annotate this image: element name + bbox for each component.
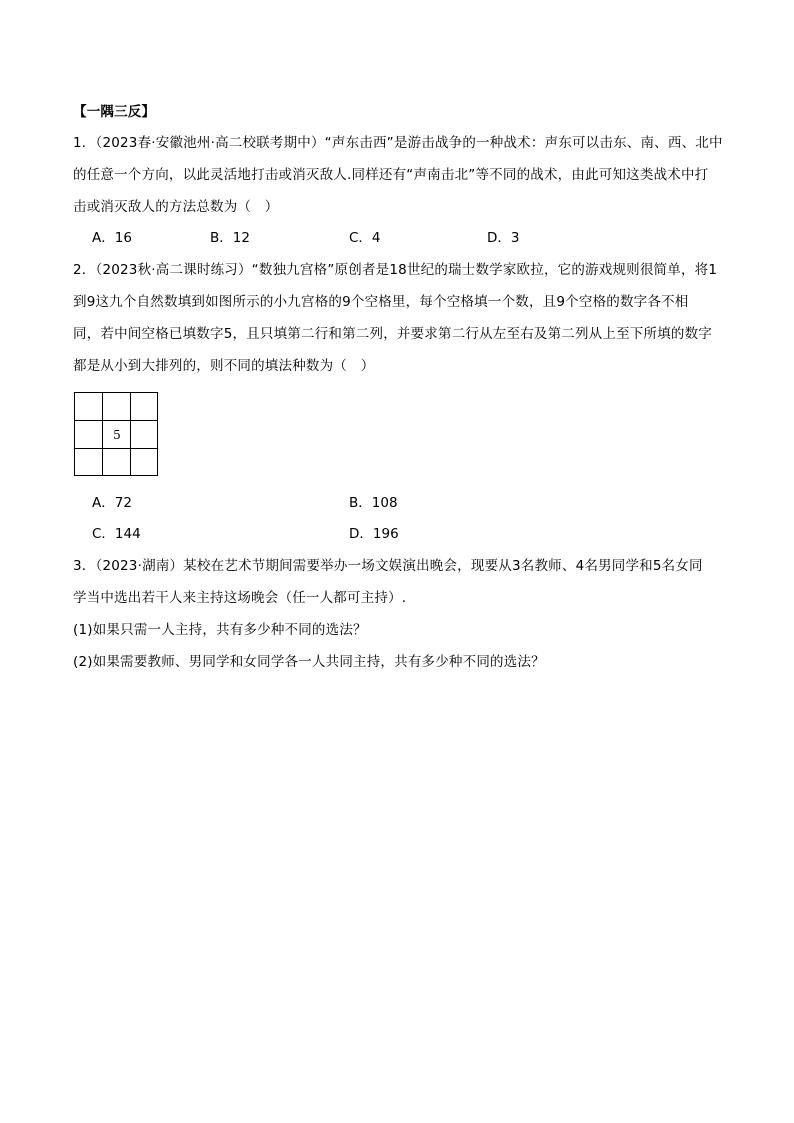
q2-line-1: 2．（2023秋·高二课时练习）“数独九宫格”原创者是18世纪的瑞士数学家欧拉，它的游戏规则很简单，将1	[73, 262, 718, 278]
q2-option-d: D．196	[349, 526, 399, 542]
q2-option-a: A．72	[92, 495, 132, 511]
q2-option-b: B．108	[349, 495, 398, 511]
section-heading: 【一隅三反】	[73, 104, 156, 120]
q2-line-2: 到9这九个自然数填到如图所示的小九宫格的9个空格里，每个空格填一个数，且9个空格的数字各不相	[73, 294, 689, 310]
q1-option-b: B．12	[210, 230, 250, 246]
q2-line-3: 同，若中间空格已填数字5，且只填第二行和第二列，并要求第二行从左至右及第二列从上至下所填的数字	[73, 326, 712, 342]
grid-center-number: 5	[113, 428, 121, 442]
q1-line-1: 1．（2023春·安徽池州·高二校联考期中）“声东击西”是游击战争的一种战术：声东可以击东、南、西、北中	[73, 135, 723, 151]
q1-line-3: 击或消灭敌人的方法总数为（ ）	[73, 199, 279, 215]
q1-line-2: 的任意一个方向，以此灵活地打击或消灭敌人.同样还有“声南击北”等不同的战术，由此可知这类战术中打	[73, 167, 709, 183]
q1-option-d: D．3	[487, 230, 520, 246]
q3-subquestion-2: (2)如果需要教师、男同学和女同学各一人共同主持，共有多少种不同的选法？	[73, 654, 545, 670]
q3-line-2: 学当中选出若干人来主持这场晚会（任一人都可主持）.	[73, 590, 407, 606]
sudoku-grid	[74, 392, 158, 476]
q3-subquestion-1: (1)如果只需一人主持，共有多少种不同的选法？	[73, 622, 367, 638]
q1-option-a: A．16	[92, 230, 132, 246]
q2-line-4: 都是从小到大排列的，则不同的填法种数为（ ）	[73, 358, 375, 374]
q1-option-c: C．4	[349, 230, 381, 246]
q3-line-1: 3．（2023·湖南）某校在艺术节期间需要举办一场文娱演出晚会，现要从3名教师、4名男同学和5名女同	[73, 558, 703, 574]
q2-option-c: C．144	[92, 526, 141, 542]
